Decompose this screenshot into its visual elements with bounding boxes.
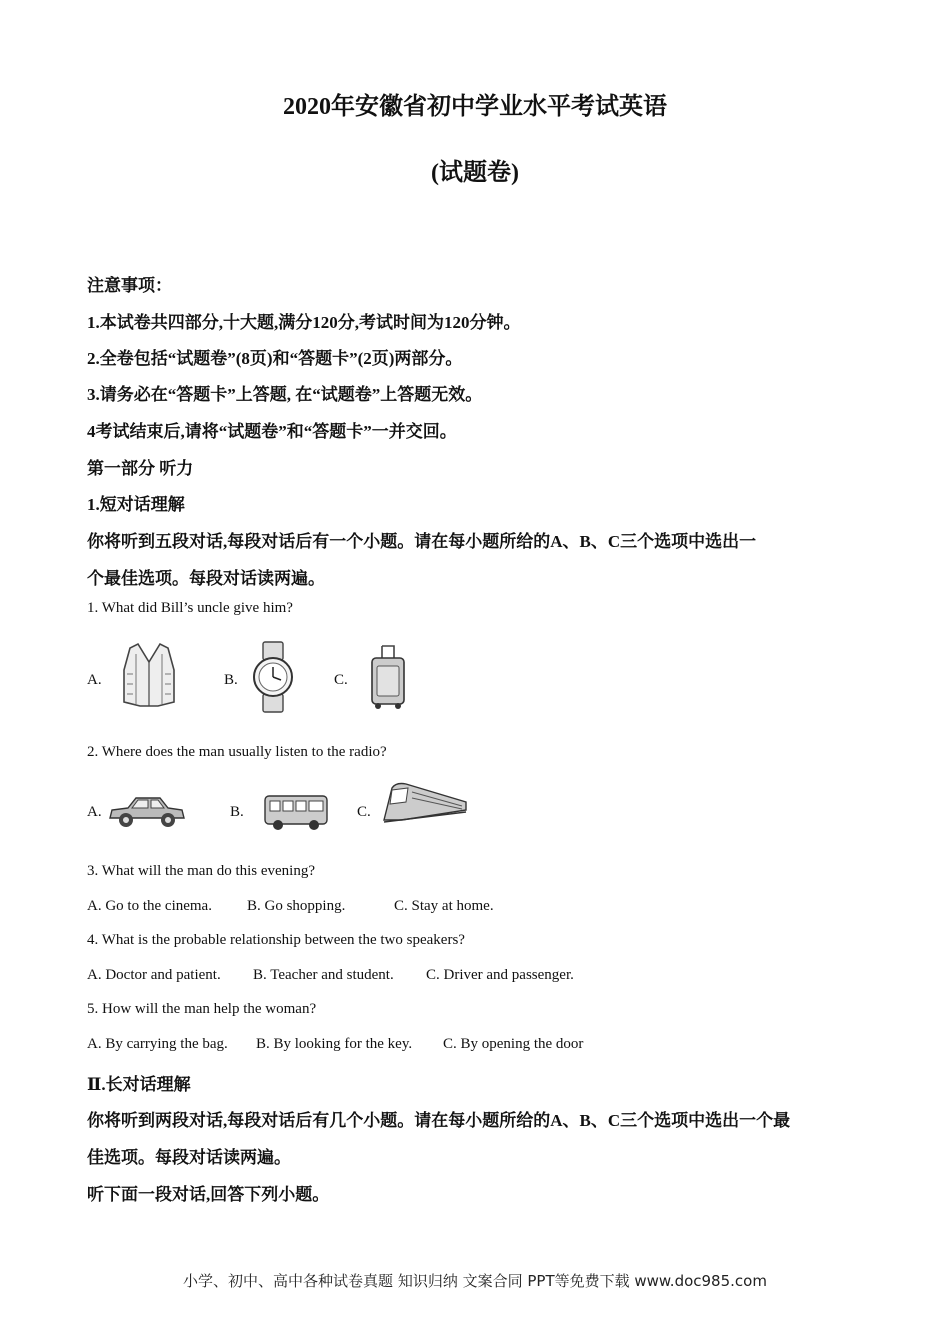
option-label: A. Go to the cinema. <box>87 898 212 914</box>
part-heading: 第一部分 听力 <box>87 459 194 478</box>
notice-heading: 注意事项： <box>87 276 172 295</box>
section-heading: Ⅱ.长对话理解 <box>87 1075 191 1094</box>
notice-item: 2.全卷包括“试题卷”(8页)和“答题卡”(2页)两部分。 <box>87 349 463 368</box>
train-picture <box>382 780 468 826</box>
option-label: A. <box>87 804 102 820</box>
question-text: 2. Where does the man usually listen to the radio? <box>87 744 387 760</box>
option-label: C. Driver and passenger. <box>426 967 574 983</box>
option-label: B. Teacher and student. <box>253 967 394 983</box>
section-instruction: 你将听到五段对话,每段对话后有一个小题。请在每小题所给的A、B、C三个选项中选出一 <box>87 532 757 551</box>
footer-text: 小学、初中、高中各种试卷真题 知识归纳 文案合同 PPT等免费下载 www.doc985.com <box>183 1272 767 1290</box>
vest-picture <box>118 640 180 708</box>
suitcase-picture <box>368 644 408 710</box>
option-label: A. <box>87 672 102 688</box>
section-instruction: 你将听到两段对话,每段对话后有几个小题。请在每小题所给的A、B、C三个选项中选出一个最 <box>87 1111 791 1130</box>
notice-item: 3.请务必在“答题卡”上答题, 在“试题卷”上答题无效。 <box>87 385 483 404</box>
notice-item: 4考试结束后,请将“试题卷”和“答题卡”一并交回。 <box>87 422 457 441</box>
section-instruction: 佳选项。每段对话读两遍。 <box>87 1148 291 1167</box>
option-label: B. <box>224 672 238 688</box>
section-instruction: 个最佳选项。每段对话读两遍。 <box>87 569 325 588</box>
option-label: A. By carrying the bag. <box>87 1036 228 1052</box>
section-instruction: 听下面一段对话,回答下列小题。 <box>87 1185 330 1204</box>
bus-picture <box>262 792 330 832</box>
page-title: 2020年安徽省初中学业水平考试英语 <box>283 94 667 120</box>
option-label: B. <box>230 804 244 820</box>
question-text: 4. What is the probable relationship between the two speakers? <box>87 932 465 948</box>
car-picture <box>106 792 186 832</box>
notice-item: 1.本试卷共四部分,十大题,满分120分,考试时间为120分钟。 <box>87 313 521 332</box>
option-label: C. By opening the door <box>443 1036 584 1052</box>
watch-picture <box>250 640 296 714</box>
question-text: 1. What did Bill’s uncle give him? <box>87 600 293 616</box>
page-subtitle: (试题卷) <box>431 160 519 186</box>
option-label: C. Stay at home. <box>394 898 494 914</box>
section-heading: 1.短对话理解 <box>87 495 185 514</box>
option-label: B. Go shopping. <box>247 898 346 914</box>
option-label: A. Doctor and patient. <box>87 967 221 983</box>
option-label: C. <box>357 804 371 820</box>
question-text: 3. What will the man do this evening? <box>87 863 316 879</box>
question-text: 5. How will the man help the woman? <box>87 1001 317 1017</box>
option-label: B. By looking for the key. <box>256 1036 413 1052</box>
option-label: C. <box>334 672 348 688</box>
